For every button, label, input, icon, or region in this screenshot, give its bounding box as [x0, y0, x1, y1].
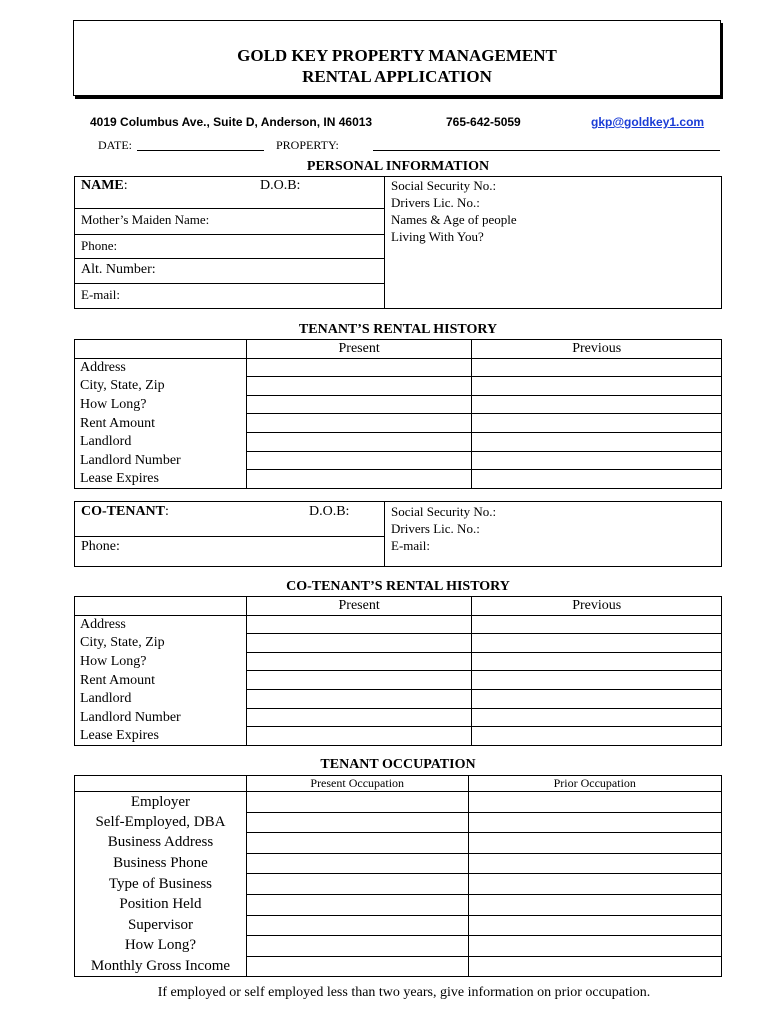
previous-cell[interactable]	[472, 615, 722, 634]
occupation-table	[74, 775, 722, 977]
present-cell[interactable]	[246, 833, 468, 854]
previous-cell[interactable]	[472, 634, 722, 653]
previous-cell[interactable]	[472, 671, 722, 690]
date-field[interactable]	[137, 150, 264, 151]
cotenant-history-table	[74, 596, 722, 746]
prior-cell[interactable]	[468, 894, 721, 915]
document-title: RENTAL APPLICATION	[302, 67, 492, 86]
present-cell[interactable]	[246, 874, 468, 895]
present-cell[interactable]	[246, 671, 472, 690]
column-header-present-occupation: Present Occupation	[246, 776, 468, 792]
present-cell[interactable]	[246, 727, 472, 746]
divider	[74, 283, 384, 284]
previous-cell[interactable]	[472, 470, 722, 489]
company-phone: 765-642-5059	[446, 115, 521, 129]
row-label: Monthly Gross Income	[75, 956, 247, 977]
row-label: Landlord Number	[75, 451, 247, 470]
cotenant-ssn-label: Social Security No.:	[391, 504, 497, 519]
cotenant-history-heading: CO-TENANT’S RENTAL HISTORY	[286, 579, 510, 594]
present-cell[interactable]	[246, 956, 468, 977]
row-label: Self-Employed, DBA	[75, 812, 247, 833]
personal-info-heading: PERSONAL INFORMATION	[306, 159, 490, 174]
alt-number-label: Alt. Number:	[81, 262, 156, 277]
row-label: How Long?	[75, 395, 247, 414]
date-label: DATE:	[98, 138, 132, 152]
row-label: How Long?	[75, 936, 247, 957]
present-cell[interactable]	[246, 894, 468, 915]
cotenant-email-label: E-mail:	[391, 538, 430, 553]
name-label: NAME	[81, 178, 124, 193]
row-label: How Long?	[75, 652, 247, 671]
present-cell[interactable]	[246, 470, 472, 489]
tenant-history-table	[74, 339, 722, 489]
footer-note: If employed or self employed less than two years, give information on prior occupation.	[157, 985, 651, 1000]
divider	[384, 501, 385, 567]
present-cell[interactable]	[246, 377, 472, 396]
row-label: Business Phone	[75, 853, 247, 874]
divider	[74, 234, 384, 235]
name-colon: :	[123, 178, 128, 193]
dob-label: D.O.B:	[260, 178, 301, 193]
prior-cell[interactable]	[468, 874, 721, 895]
divider	[384, 176, 385, 309]
license-label: Drivers Lic. No.:	[391, 195, 480, 210]
present-cell[interactable]	[246, 812, 468, 833]
row-label: City, State, Zip	[75, 634, 247, 653]
cotenant-name-label: CO-TENANT	[81, 504, 166, 519]
title-box	[73, 20, 721, 96]
row-label: Business Address	[75, 833, 247, 854]
divider	[74, 208, 384, 209]
present-cell[interactable]	[246, 358, 472, 377]
prior-cell[interactable]	[468, 853, 721, 874]
divider	[74, 258, 384, 259]
property-label: PROPERTY:	[276, 138, 339, 152]
company-email-link[interactable]: gkp@goldkey1.com	[591, 115, 705, 129]
previous-cell[interactable]	[472, 727, 722, 746]
row-label: Landlord	[75, 432, 247, 451]
people-label: Names & Age of people	[391, 212, 517, 227]
company-name: GOLD KEY PROPERTY MANAGEMENT	[237, 46, 557, 65]
row-label: Address	[75, 358, 247, 377]
present-cell[interactable]	[246, 451, 472, 470]
cotenant-dob-label: D.O.B:	[309, 504, 350, 519]
row-label: Landlord	[75, 689, 247, 708]
column-header-present: Present	[246, 340, 472, 359]
people-label-cont: Living With You?	[391, 229, 484, 244]
present-cell[interactable]	[246, 708, 472, 727]
prior-cell[interactable]	[468, 915, 721, 936]
present-cell[interactable]	[246, 915, 468, 936]
row-label: Address	[75, 615, 247, 634]
column-header-previous: Previous	[472, 340, 722, 359]
previous-cell[interactable]	[472, 377, 722, 396]
row-label: Employer	[75, 792, 247, 813]
row-label: Position Held	[75, 894, 247, 915]
present-cell[interactable]	[246, 414, 472, 433]
row-label: Lease Expires	[75, 470, 247, 489]
row-label: Landlord Number	[75, 708, 247, 727]
row-label: Supervisor	[75, 915, 247, 936]
tenant-history-heading: TENANT’S RENTAL HISTORY	[298, 322, 498, 337]
row-label: Type of Business	[75, 874, 247, 895]
corner-cell	[75, 597, 247, 616]
cotenant-name-colon: :	[165, 504, 169, 519]
corner-cell	[75, 340, 247, 359]
name-field[interactable]	[81, 178, 128, 194]
prior-cell[interactable]	[468, 956, 721, 977]
row-label: Rent Amount	[75, 414, 247, 433]
previous-cell[interactable]	[472, 451, 722, 470]
previous-cell[interactable]	[472, 708, 722, 727]
prior-cell[interactable]	[468, 936, 721, 957]
present-cell[interactable]	[246, 615, 472, 634]
previous-cell[interactable]	[472, 689, 722, 708]
previous-cell[interactable]	[472, 414, 722, 433]
prior-cell[interactable]	[468, 833, 721, 854]
present-cell[interactable]	[246, 936, 468, 957]
phone-label: Phone:	[81, 238, 118, 253]
cotenant-phone-label: Phone:	[81, 539, 120, 554]
present-cell[interactable]	[246, 432, 472, 451]
present-cell[interactable]	[246, 792, 468, 813]
property-field[interactable]	[373, 150, 720, 151]
company-address: 4019 Columbus Ave., Suite D, Anderson, IN 46013	[90, 115, 373, 129]
previous-cell[interactable]	[472, 432, 722, 451]
occupation-heading: TENANT OCCUPATION	[320, 757, 476, 772]
present-cell[interactable]	[246, 395, 472, 414]
present-cell[interactable]	[246, 689, 472, 708]
prior-cell[interactable]	[468, 812, 721, 833]
maiden-name-label: Mother’s Maiden Name:	[81, 212, 210, 227]
email-label: E-mail:	[81, 287, 120, 302]
row-label: Rent Amount	[75, 671, 247, 690]
divider	[74, 536, 384, 537]
column-header-prior-occupation: Prior Occupation	[468, 776, 721, 792]
cotenant-license-label: Drivers Lic. No.:	[391, 521, 480, 536]
previous-cell[interactable]	[472, 652, 722, 671]
cotenant-name-field[interactable]	[81, 504, 169, 520]
row-label: City, State, Zip	[75, 377, 247, 396]
present-cell[interactable]	[246, 652, 472, 671]
corner-cell	[75, 776, 247, 792]
row-label: Lease Expires	[75, 727, 247, 746]
prior-cell[interactable]	[468, 792, 721, 813]
previous-cell[interactable]	[472, 395, 722, 414]
ssn-label: Social Security No.:	[391, 178, 497, 193]
present-cell[interactable]	[246, 853, 468, 874]
present-cell[interactable]	[246, 634, 472, 653]
column-header-previous: Previous	[472, 597, 722, 616]
previous-cell[interactable]	[472, 358, 722, 377]
column-header-present: Present	[246, 597, 472, 616]
